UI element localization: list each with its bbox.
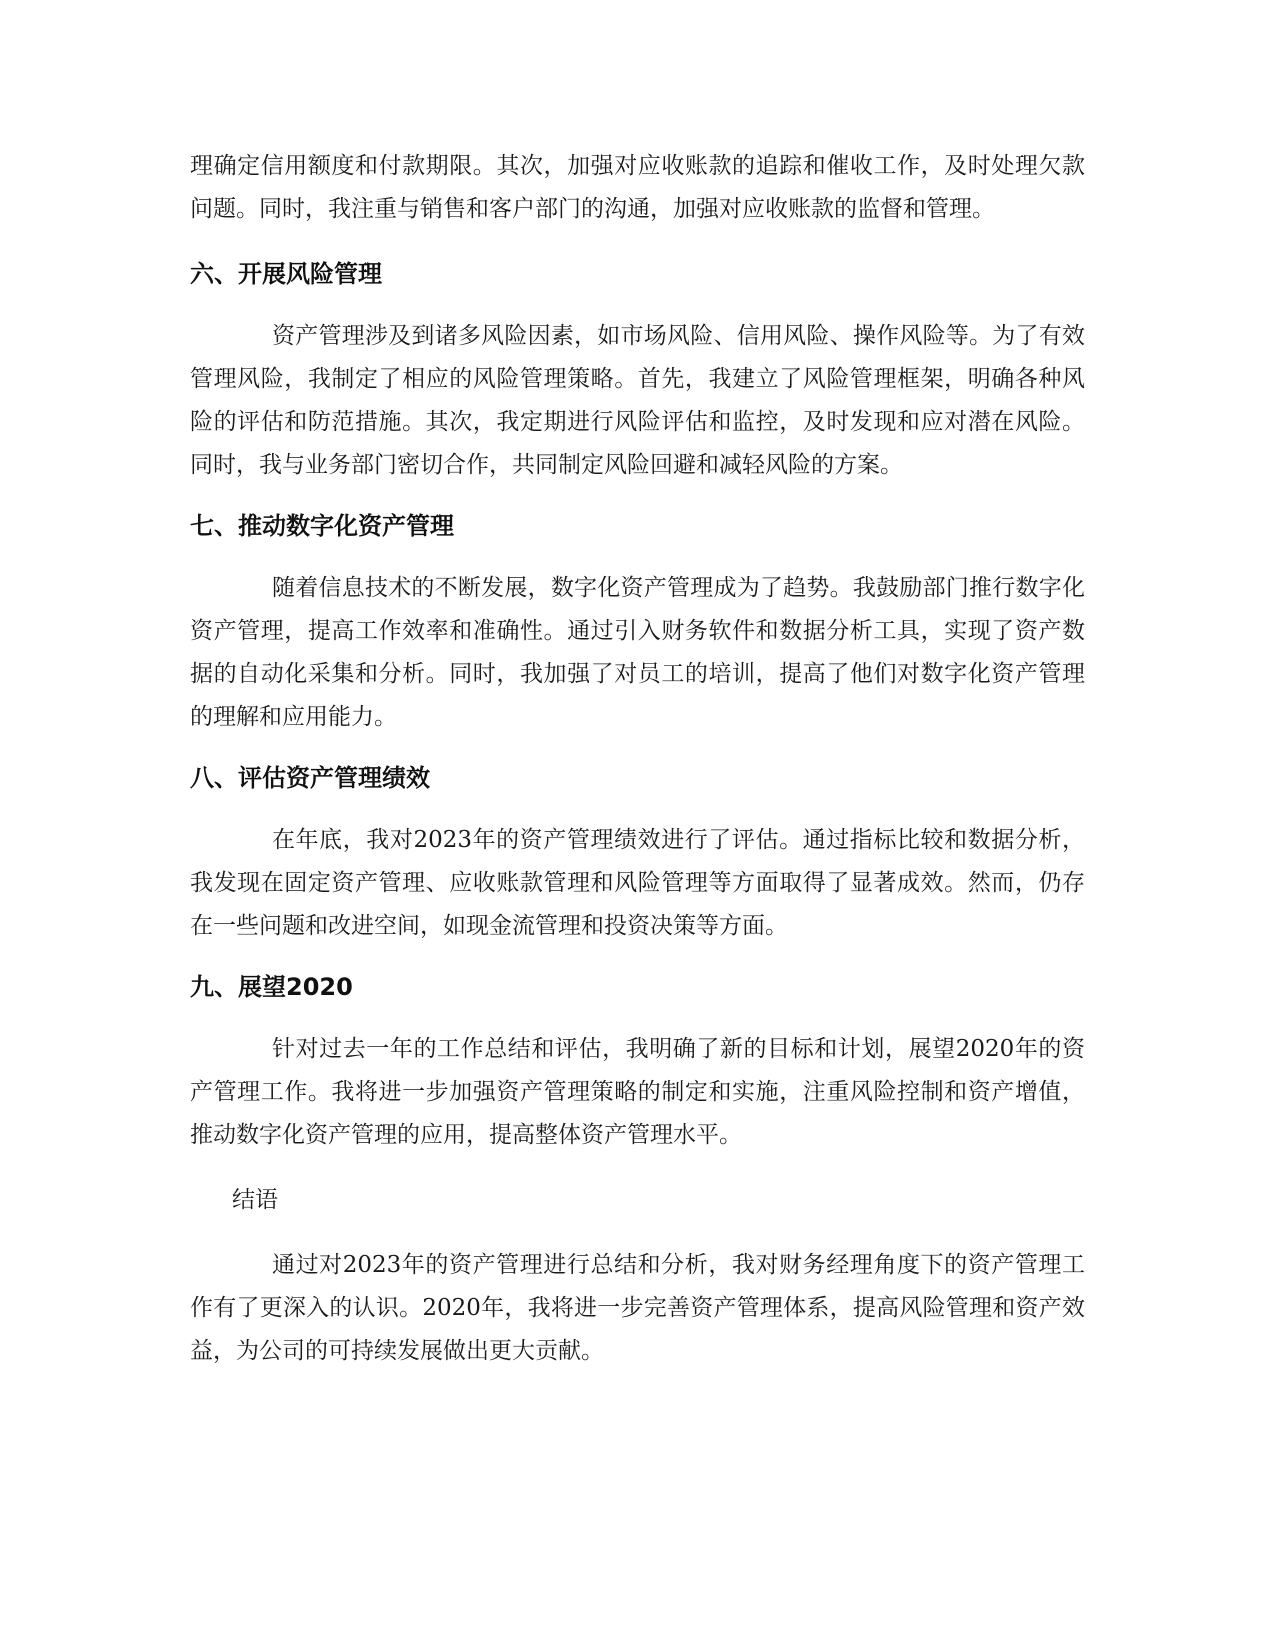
closing-label: 结语 [232, 1187, 278, 1213]
document-content [190, 145, 1085, 1373]
section-body-outlook: 针对过去一年的工作总结和评估，我明确了新的目标和计划，展望2020年的资产管理工作。我将进一步加强资产管理策略的制定和实施，注重风险控制和资产增值，推动数字化资产管理的应用，提高整体资产管理水平。 [190, 1036, 1085, 1148]
section-heading-performance-evaluation: 八、评估资产管理绩效 [190, 764, 430, 792]
section-body-risk-management: 资产管理涉及到诸多风险因素，如市场风险、信用风险、操作风险等。为了有效管理风险，我制定了相应的风险管理策略。首先，我建立了风险管理框架，明确各种风险的评估和防范措施。其次，我定期进行风险评估和监控，及时发现和应对潜在风险。同时，我与业务部门密切合作，共同制定风险回避和减轻风险的方案。 [190, 323, 1085, 478]
section-body-performance-evaluation: 在年底，我对2023年的资产管理绩效进行了评估。通过指标比较和数据分析，我发现在固定资产管理、应收账款管理和风险管理等方面取得了显著成效。然而，仍存在一些问题和改进空间，如现金流管理和投资决策等方面。 [190, 827, 1085, 939]
section-body-digital-asset-management: 随着信息技术的不断发展，数字化资产管理成为了趋势。我鼓励部门推行数字化资产管理，提高工作效率和准确性。通过引入财务软件和数据分析工具，实现了资产数据的自动化采集和分析。同时，我加强了对员工的培训，提高了他们对数字化资产管理的理解和应用能力。 [190, 575, 1085, 730]
section-heading-outlook: 九、展望2020 [190, 973, 353, 1001]
section-heading-risk-management: 六、开展风险管理 [190, 260, 382, 288]
closing-body: 通过对2023年的资产管理进行总结和分析，我对财务经理角度下的资产管理工作有了更深入的认识。2020年，我将进一步完善资产管理体系，提高风险管理和资产效益，为公司的可持续发展做出更大贡献。 [190, 1252, 1085, 1364]
intro-paragraph: 理确定信用额度和付款期限。其次，加强对应收账款的追踪和催收工作，及时处理欠款问题。同时，我注重与销售和客户部门的沟通，加强对应收账款的监督和管理。 [190, 153, 1085, 222]
section-heading-digital-asset-management: 七、推动数字化资产管理 [190, 512, 454, 540]
